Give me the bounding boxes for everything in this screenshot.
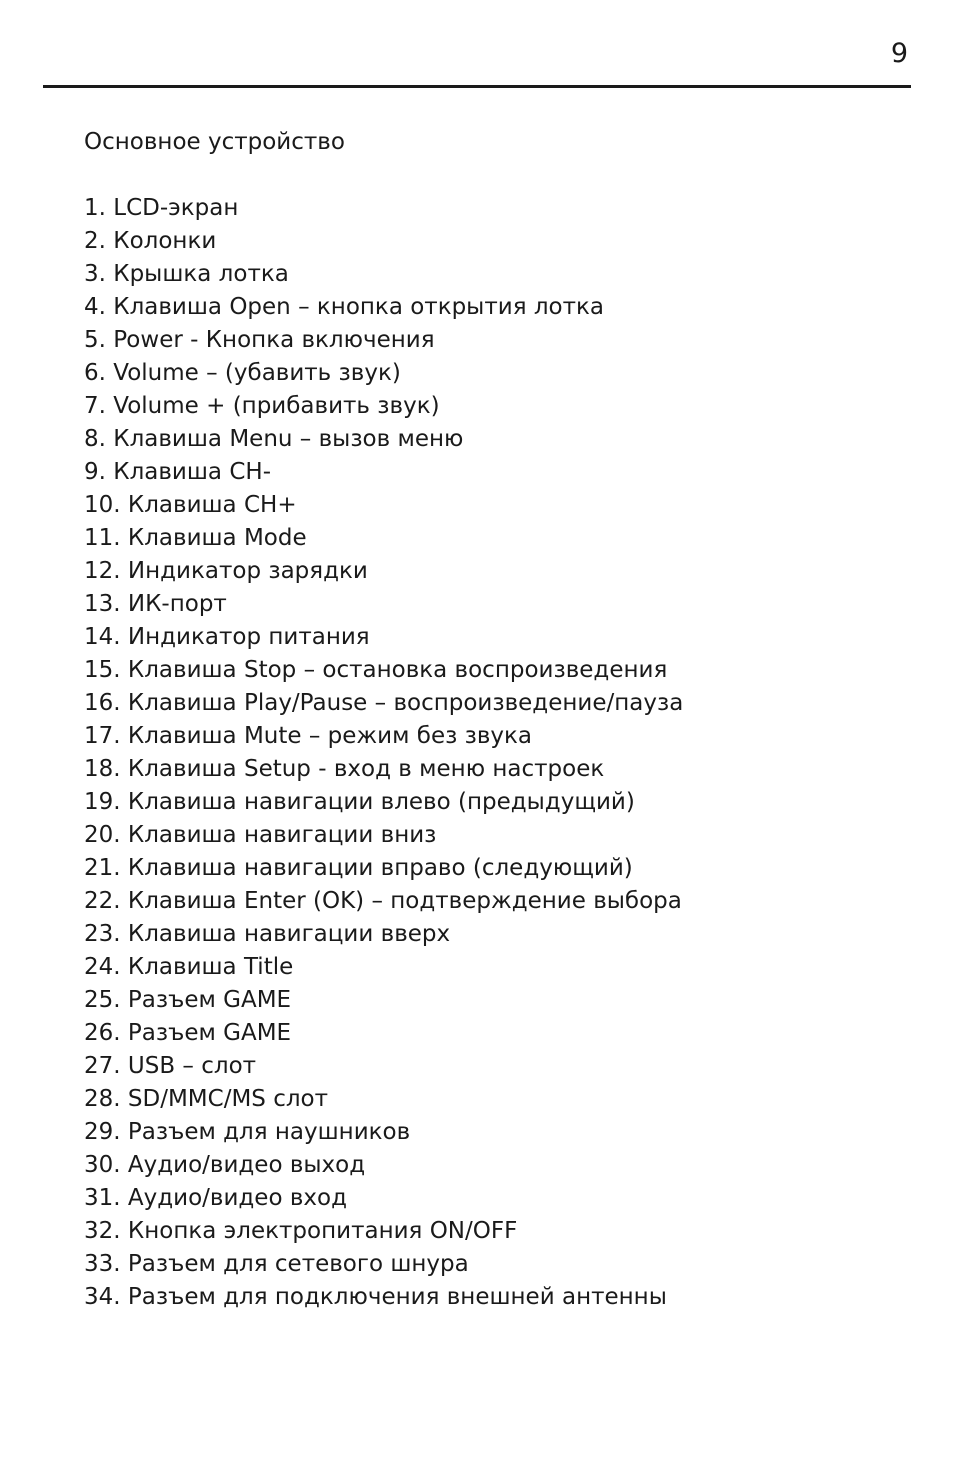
list-item: 2. Колонки bbox=[84, 228, 217, 254]
list-item: 10. Клавиша CH+ bbox=[84, 492, 297, 518]
list-item: 13. ИК-порт bbox=[84, 591, 227, 617]
list-item: 29. Разъем для наушников bbox=[84, 1119, 411, 1145]
list-item: 20. Клавиша навигации вниз bbox=[84, 822, 437, 848]
list-item: 12. Индикатор зарядки bbox=[84, 558, 368, 584]
list-item: 3. Крышка лотка bbox=[84, 261, 289, 287]
page-number: 9 bbox=[890, 38, 908, 69]
list-item: 25. Разъем GAME bbox=[84, 987, 292, 1013]
list-item: 16. Клавиша Play/Pause – воспроизведение/пауза bbox=[84, 690, 684, 716]
list-item: 30. Аудио/видео выход bbox=[84, 1152, 366, 1178]
list-item: 9. Клавиша CH- bbox=[84, 459, 271, 485]
list-item: 34. Разъем для подключения внешней антенны bbox=[84, 1284, 667, 1310]
list-item: 6. Volume – (убавить звук) bbox=[84, 360, 401, 386]
list-item: 24. Клавиша Title bbox=[84, 954, 294, 980]
list-item: 28. SD/MMC/MS слот bbox=[84, 1086, 329, 1112]
section-title: Основное устройство bbox=[84, 129, 345, 155]
list-item: 23. Клавиша навигации вверх bbox=[84, 921, 451, 947]
list-item: 18. Клавиша Setup - вход в меню настроек bbox=[84, 756, 605, 782]
header-rule bbox=[43, 85, 911, 88]
items-list bbox=[84, 192, 683, 1314]
list-item: 27. USB – слот bbox=[84, 1053, 257, 1079]
list-item: 14. Индикатор питания bbox=[84, 624, 370, 650]
list-item: 22. Клавиша Enter (OK) – подтверждение выбора bbox=[84, 888, 682, 914]
list-item: 4. Клавиша Open – кнопка открытия лотка bbox=[84, 294, 604, 320]
list-item: 26. Разъем GAME bbox=[84, 1020, 292, 1046]
list-item: 33. Разъем для сетевого шнура bbox=[84, 1251, 469, 1277]
list-item: 17. Клавиша Mute – режим без звука bbox=[84, 723, 533, 749]
list-item: 1. LCD-экран bbox=[84, 195, 239, 221]
list-item: 19. Клавиша навигации влево (предыдущий) bbox=[84, 789, 635, 815]
list-item: 11. Клавиша Mode bbox=[84, 525, 307, 551]
list-item: 21. Клавиша навигации вправо (следующий) bbox=[84, 855, 633, 881]
list-item: 15. Клавиша Stop – остановка воспроизведения bbox=[84, 657, 668, 683]
list-item: 31. Аудио/видео вход bbox=[84, 1185, 347, 1211]
list-item: 32. Кнопка электропитания ON/OFF bbox=[84, 1218, 518, 1244]
list-item: 8. Клавиша Menu – вызов меню bbox=[84, 426, 464, 452]
list-item: 7. Volume + (прибавить звук) bbox=[84, 393, 440, 419]
list-item: 5. Power - Кнопка включения bbox=[84, 327, 435, 353]
